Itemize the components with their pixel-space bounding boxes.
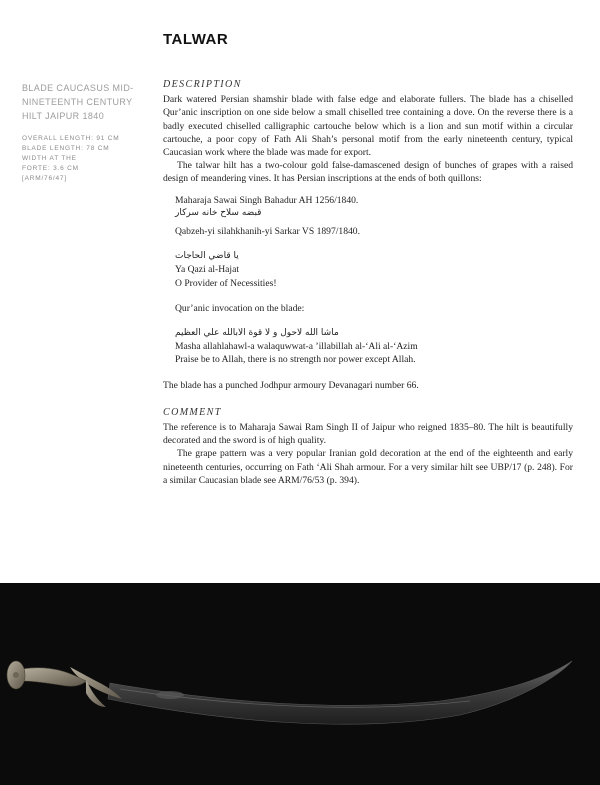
inscription-1-arabic: قبضه سلاح خانه سرکار xyxy=(175,207,262,218)
comment-paragraph-1: The reference is to Maharaja Sawai Ram Singh II of Jaipur who reigned 1835–80. The hilt is beautifully decorated and the sword is of high quality. xyxy=(163,422,573,447)
pommel-knob xyxy=(13,672,19,678)
sidebar-meta xyxy=(22,134,150,184)
description-label: DESCRIPTION xyxy=(163,79,242,90)
description-paragraph-3: The blade has a punched Jodhpur armoury Devanagari number 66. xyxy=(163,379,419,391)
inscription-2-arabic: يا قاضي الحاجات xyxy=(175,251,239,262)
inscription-2-line-1: Ya Qazi al-Hajat xyxy=(175,264,240,276)
main-text xyxy=(163,78,573,487)
inscription-2-line-2: O Provider of Necessities! xyxy=(175,277,277,289)
blade-cartouche xyxy=(156,691,184,699)
meta-width-label: WIDTH AT THE xyxy=(22,155,77,162)
meta-forte: FORTE: 3.6 CM xyxy=(22,165,79,172)
inscription-1-line-1: Maharaja Sawai Singh Bahadur AH 1256/1840. xyxy=(175,194,359,206)
sidebar-heading: BLADE CAUCASUS MID-NINETEENTH CENTURY HILT JAIPUR 1840 xyxy=(22,83,134,121)
inscription-3-line-2: Praise be to Allah, there is no strength nor power except Allah. xyxy=(175,354,416,366)
inscription-block-2 xyxy=(175,250,573,290)
description-paragraph-1: Dark watered Persian shamshir blade with false edge and elaborate fullers. The blade has a chiselled Qur’anic inscription on one side below a small chiselled tree containing a dove. On the reverse there is a badly executed chiselled calligraphic cartouche below which is a lion and sun motif within a circular cartouche, a poor copy of Fath Ali Shah’s personal motif from the early nineteenth century, typical Caucasian work where the blade was made for export. xyxy=(163,94,573,159)
description-paragraph-2: The talwar hilt has a two-colour gold false-damascened design of bunches of grapes with a raised design of meandering vines. It has Persian inscriptions at the ends of both quillons: xyxy=(163,160,573,185)
inscription-3-arabic: ماشا الله لاحول و لا قوة الابالله علي العظيم xyxy=(175,328,339,339)
meta-blade-length: BLADE LENGTH: 78 CM xyxy=(22,145,110,152)
comment-label: COMMENT xyxy=(163,406,222,418)
inscription-3-line-1: Masha allahlahawl-a walaquwwat-a ’illabillah al-‘Ali al-‘Azim xyxy=(175,341,418,353)
comment-paragraph-2: The grape pattern was a very popular Iranian gold decoration at the end of the eighteenth and early nineteenth centuries, occurring on Fath ‘Ali Shah armour. For a very similar hilt see UBP/17 (p. 248). For a similar Caucasian blade see ARM/76/53 (p. 394). xyxy=(163,448,573,486)
page-title: TALWAR xyxy=(163,31,229,48)
meta-overall-length: OVERALL LENGTH: 91 CM xyxy=(22,135,120,142)
inscription-block-3 xyxy=(175,302,573,367)
invocation-intro: Qur’anic invocation on the blade: xyxy=(175,302,305,314)
sidebar xyxy=(22,81,150,184)
sword-photograph xyxy=(0,583,600,785)
inscription-1-line-2: Qabzeh-yi silahkhanih-yi Sarkar VS 1897/1840. xyxy=(175,226,361,238)
meta-accession-number: [ARM/76/47] xyxy=(22,175,67,182)
talwar-sword-image xyxy=(0,583,600,785)
inscription-block-1 xyxy=(175,194,573,239)
